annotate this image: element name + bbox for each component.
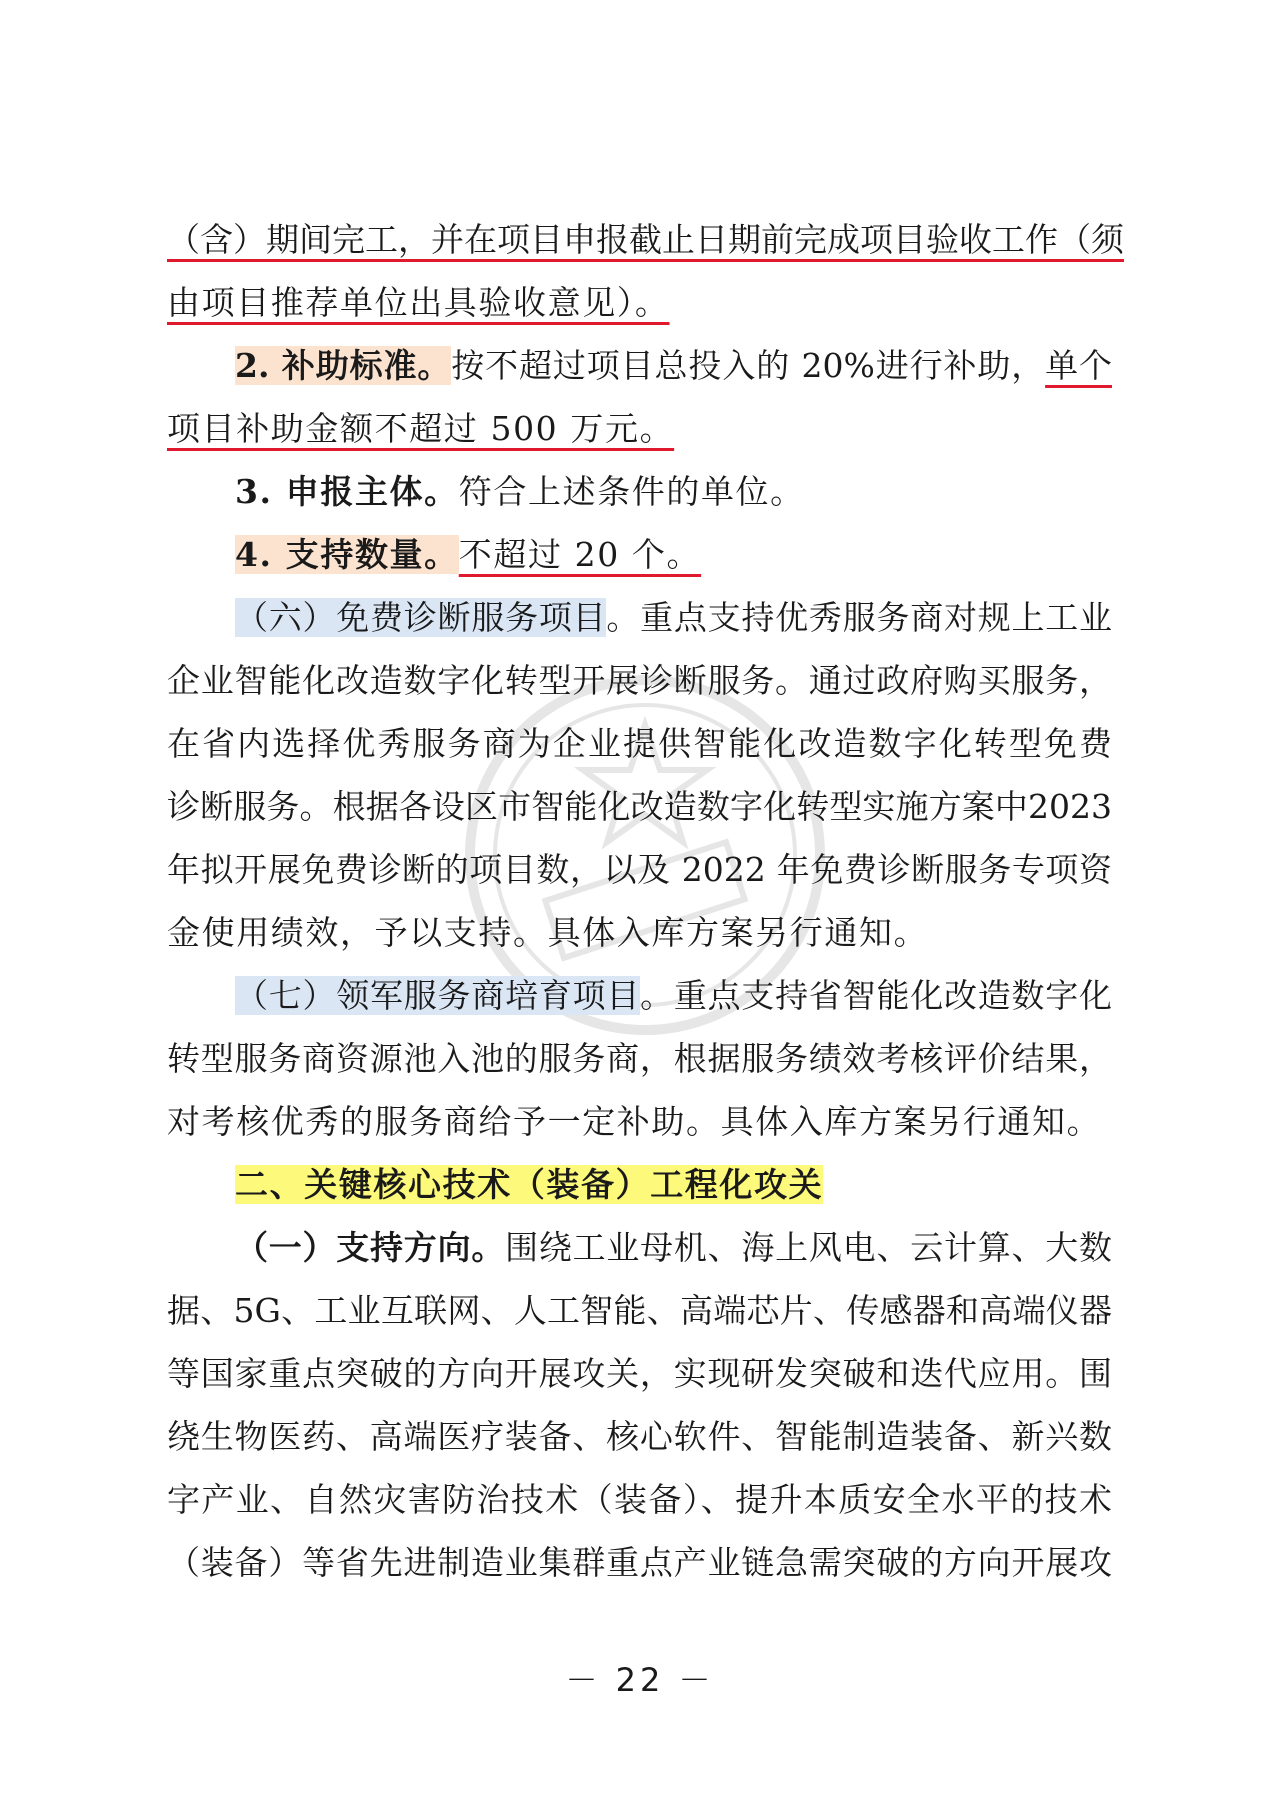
text-line bbox=[167, 1342, 1112, 1405]
highlighted-segment: 2. 补助标准。 bbox=[235, 346, 452, 385]
highlighted-segment: （含）期间完工，并在项目申报截止日期前完成项目验收工作（须 bbox=[167, 220, 1124, 259]
text-line bbox=[167, 1216, 1112, 1279]
text-line bbox=[167, 1027, 1112, 1090]
text-segment: 诊断服务。根据各设区市智能化改造数字化转型实施方案中2023 bbox=[167, 787, 1112, 826]
highlighted-segment: 单个 bbox=[1045, 346, 1112, 385]
text-line bbox=[167, 208, 1124, 271]
text-line bbox=[167, 1468, 1112, 1531]
text-segment: 金使用绩效，予以支持。具体入库方案另行通知。 bbox=[167, 913, 929, 952]
highlighted-segment: 不超过 20 个。 bbox=[458, 535, 702, 574]
text-line bbox=[167, 397, 1112, 460]
text-line bbox=[167, 1090, 1112, 1153]
text-line bbox=[167, 460, 1112, 523]
text-line bbox=[167, 334, 1112, 397]
highlighted-segment: 二、关键核心技术（装备）工程化攻关 bbox=[235, 1165, 824, 1204]
text-line bbox=[167, 901, 1112, 964]
text-segment: 字产业、自然灾害防治技术（装备）、提升本质安全水平的技术 bbox=[167, 1480, 1112, 1519]
text-segment: 等国家重点突破的方向开展攻关，实现研发突破和迭代应用。围 bbox=[167, 1354, 1112, 1393]
text-line bbox=[167, 1153, 1112, 1216]
text-line bbox=[167, 775, 1112, 838]
text-segment: 在省内选择优秀服务商为企业提供智能化改造数字化转型免费 bbox=[167, 724, 1112, 763]
text-line bbox=[167, 649, 1112, 712]
text-line bbox=[167, 838, 1112, 901]
text-segment: 围绕工业母机、海上风电、云计算、大数 bbox=[505, 1228, 1113, 1267]
text-line bbox=[167, 523, 1112, 586]
highlighted-segment: 项目补助金额不超过 500 万元。 bbox=[167, 409, 675, 448]
body-text bbox=[167, 208, 1124, 1594]
highlighted-segment: （七）领军服务商培育项目 bbox=[235, 976, 641, 1015]
highlighted-segment: 4. 支持数量。 bbox=[235, 535, 459, 574]
text-segment: 企业智能化改造数字化转型开展诊断服务。通过政府购买服务， bbox=[167, 661, 1112, 700]
text-segment: 年拟开展免费诊断的项目数，以及 2022 年免费诊断服务专项资 bbox=[167, 850, 1112, 889]
page-number: － 22 － bbox=[565, 1661, 715, 1699]
highlighted-segment: （一）支持方向。 bbox=[235, 1228, 506, 1267]
highlighted-segment: 3. 申报主体。 bbox=[235, 472, 459, 511]
highlighted-segment: （六）免费诊断服务项目 bbox=[235, 598, 607, 637]
text-segment: 。重点支持省智能化改造数字化 bbox=[640, 976, 1113, 1015]
text-segment: 绕生物医药、高端医疗装备、核心软件、智能制造装备、新兴数 bbox=[167, 1417, 1112, 1456]
text-line bbox=[167, 586, 1112, 649]
text-line bbox=[167, 1279, 1112, 1342]
text-line bbox=[167, 1531, 1112, 1594]
text-segment: （装备）等省先进制造业集群重点产业链急需突破的方向开展攻 bbox=[167, 1543, 1112, 1582]
highlighted-segment: 由项目推荐单位出具验收意见）。 bbox=[167, 283, 670, 322]
text-segment: 转型服务商资源池入池的服务商，根据服务绩效考核评价结果， bbox=[167, 1039, 1112, 1078]
text-segment: 据、5G、工业互联网、人工智能、高端芯片、传感器和高端仪器 bbox=[167, 1291, 1112, 1330]
text-line bbox=[167, 712, 1112, 775]
text-line bbox=[167, 271, 1112, 334]
text-line bbox=[167, 1405, 1112, 1468]
text-line bbox=[167, 964, 1112, 1027]
text-segment: 。重点支持优秀服务商对规上工业 bbox=[606, 598, 1113, 637]
text-segment: 符合上述条件的单位。 bbox=[458, 472, 805, 511]
text-segment: 对考核优秀的服务商给予一定补助。具体入库方案另行通知。 bbox=[167, 1102, 1102, 1141]
text-segment: 按不超过项目总投入的 20%进行补助， bbox=[451, 346, 1046, 385]
